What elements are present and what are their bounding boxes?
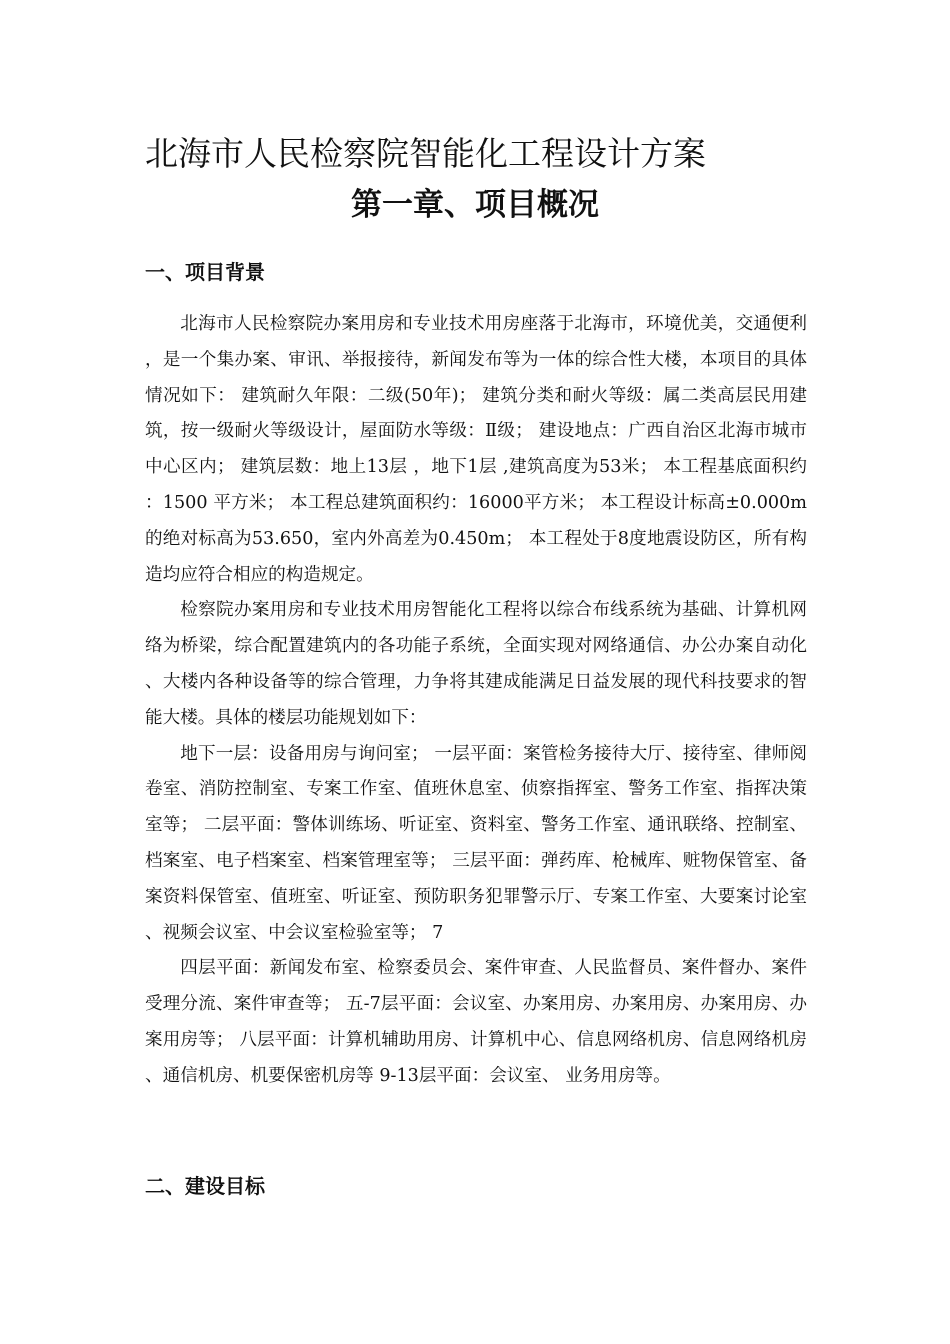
paragraph-project-overview: 北海市人民检察院办案用房和专业技术用房座落于北海市，环境优美，交通便利，是一个集办案、审讯、举报接待，新闻发布等为一体的综合性大楼，本项目的具体情况如下： 建筑耐久年限：二级(50年)； 建筑分类和耐火等级：属二类高层民用建筑，按一级耐火等级设计，屋面防水等级：Ⅱ级； 建设地点：广西自治区北海市城市中心区内； 建筑层数：地上13层 ，地下1层 ,建筑高度为53米； 本工程基底面积约：1500 平方米； 本工程总建筑面积约：16000平方米； 本工程设计标高±0.000m的绝对标高为53.650，室内外高差为0.450m； 本工程处于8度地震设防区，所有构造均应符合相应的构造规定。 bbox=[145, 314, 807, 585]
document-title: 北海市人民检察院智能化工程设计方案 bbox=[145, 134, 706, 173]
paragraph-floor-plan-lower: 地下一层：设备用房与询问室； 一层平面：案管检务接待大厅、接待室、律师阅卷室、消防控制室、专案工作室、值班休息室、侦察指挥室、警务工作室、指挥决策室等； 二层平面：警体训练场、听证室、资料室、警务工作室、通讯联络、控制室、档案室、电子档案室、档案管理室等； 三层平面：弹药库、枪械库、赃物保管室、备案资料保管室、值班室、听证室、预防职务犯罪警示厅、专案工作室、大要案讨论室、视频会议室、中会议室检验室等； 7 bbox=[145, 743, 807, 943]
section-heading-background: 一、项目背景 bbox=[145, 260, 265, 284]
section-heading-goals: 二、建设目标 bbox=[145, 1174, 265, 1198]
section-body-background bbox=[145, 307, 807, 1095]
paragraph-floor-plan-upper: 四层平面：新闻发布室、检察委员会、案件审查、人民监督员、案件督办、案件受理分流、案件审查等； 五-7层平面：会议室、办案用房、办案用房、办案用房、办案用房等； 八层平面：计算机辅助用房、计算机中心、信息网络机房、信息网络机房、通信机房、机要保密机房等 9-13层平面：会议室、 业务用房等。 bbox=[145, 958, 807, 1086]
paragraph-intelligent-system: 检察院办案用房和专业技术用房智能化工程将以综合布线系统为基础、计算机网络为桥梁，综合配置建筑内的各功能子系统，全面实现对网络通信、办公办案自动化、大楼内各种设备等的综合管理，力争将其建成能满足日益发展的现代科技要求的智能大楼。具体的楼层功能规划如下： bbox=[145, 600, 807, 728]
chapter-title: 第一章、项目概况 bbox=[351, 187, 599, 223]
